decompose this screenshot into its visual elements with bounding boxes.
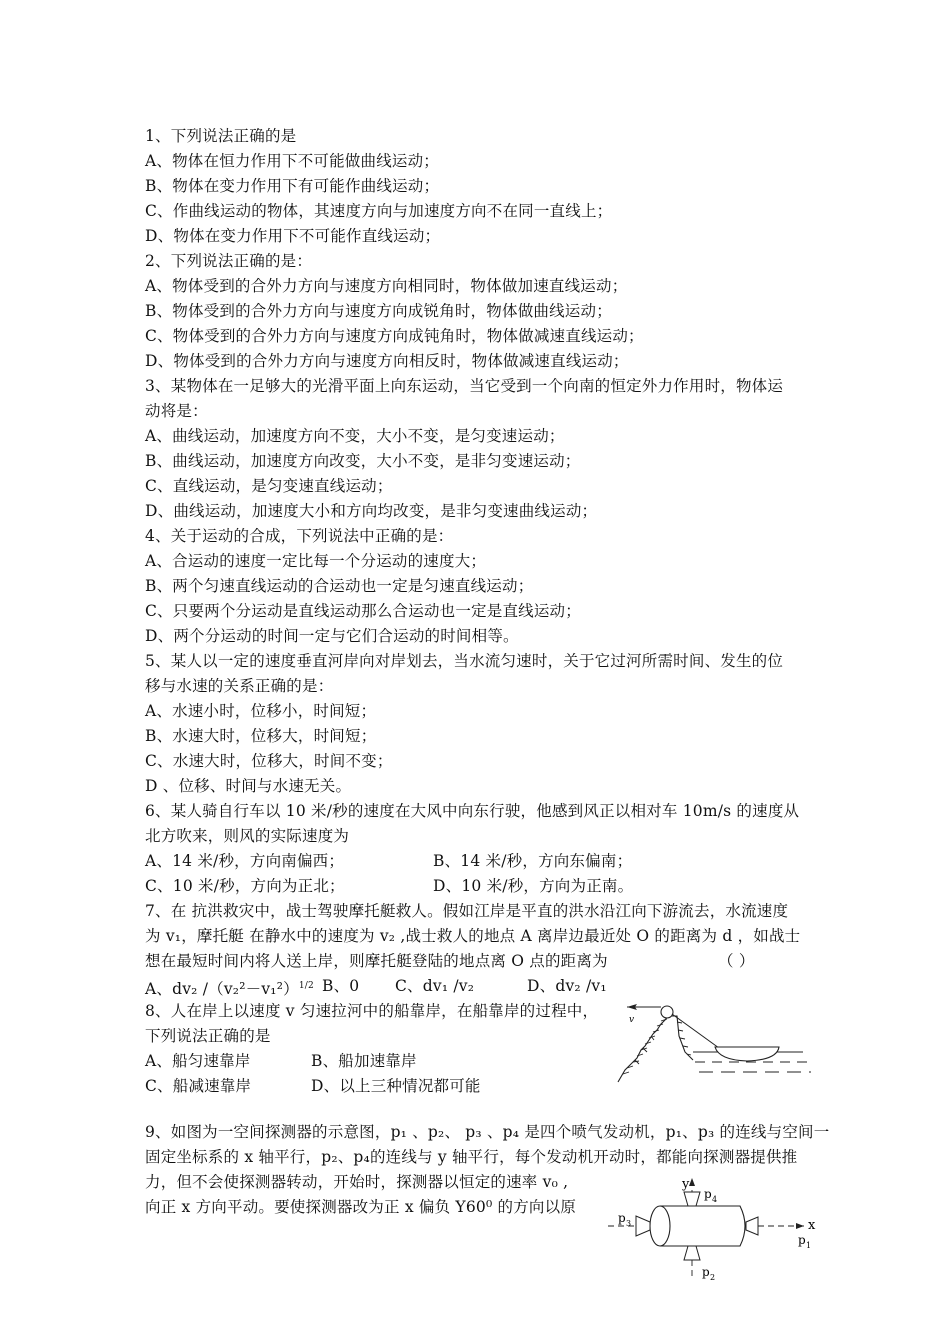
- q1-option-b: B、物体在变力作用下有可能作曲线运动；: [145, 177, 440, 195]
- q8-option-d: D、以上三种情况都可能: [311, 1077, 481, 1095]
- q7-stem-line1: 7、在 抗洪救灾中，战士驾驶摩托艇救人。假如江岸是平直的洪水沿江向下游流去，水流速度: [145, 902, 789, 920]
- q6-stem-line1: 6、某人骑自行车以 10 米/秒的速度在大风中向东行驶，他感到风正以相对车 10m/s 的速度从: [145, 802, 800, 820]
- q3-stem-line2: 动将是：: [145, 402, 208, 420]
- q9-x-label: x: [808, 1218, 816, 1233]
- q6-option-c: C、10 米/秒，方向为正北；: [145, 877, 345, 895]
- q8-stem-line2: 下列说法正确的是: [145, 1027, 271, 1045]
- q9-stem-line1: 9、如图为一空间探测器的示意图，p₁ 、p₂、 p₃ 、p₄ 是四个喷气发动机，p₁、p₃ 的连线与空间一: [145, 1123, 830, 1141]
- q6-option-a: A、14 米/秒，方向南偏西；: [145, 852, 345, 870]
- q8-option-a: A、船匀速靠岸: [145, 1052, 251, 1070]
- q7-option-d: D、dv₂ /v₁: [527, 977, 607, 995]
- q5-option-b: B、水速大时，位移大，时间短；: [145, 727, 377, 745]
- q7-stem-line3: 想在最短时间内将人送上岸，则摩托艇登陆的地点离 O 点的距离为: [145, 952, 608, 970]
- q9-probe-end-cap: [650, 1206, 670, 1246]
- q4-option-c: C、只要两个分运动是直线运动那么合运动也一定是直线运动；: [145, 602, 581, 620]
- q9-p1-subscript: 1: [806, 1241, 812, 1250]
- q7-option-c: C、dv₁ /v₂: [395, 977, 475, 995]
- q9-p2-subscript: 2: [710, 1273, 716, 1282]
- q6-option-d: D、10 米/秒，方向为正南。: [433, 877, 634, 895]
- q8-option-b: B、船加速靠岸: [311, 1052, 417, 1070]
- q4-stem: 4、关于运动的合成，下列说法中正确的是：: [145, 527, 454, 545]
- q9-p4-subscript: 4: [712, 1195, 718, 1204]
- q9-x-axis-arrow-icon: [796, 1223, 804, 1229]
- q5-stem-line1: 5、某人以一定的速度垂直河岸向对岸划去，当水流匀速时，关于它过河所需时间、发生的位: [145, 652, 784, 670]
- q9-p2-label: p: [702, 1265, 710, 1279]
- q7-option-b: B、0: [322, 977, 360, 995]
- q9-p3-nozzle: [636, 1216, 650, 1236]
- q2-stem: 2、下列说法正确的是：: [145, 252, 313, 270]
- q1-option-a: A、物体在恒力作用下不可能做曲线运动；: [145, 152, 439, 170]
- q3-option-b: B、曲线运动，加速度方向改变，大小不变，是非匀变速运动；: [145, 452, 581, 470]
- q9-y-axis-arrow-icon: [689, 1178, 695, 1186]
- q9-probe-body: [660, 1206, 745, 1246]
- q9-y-label: y: [682, 1177, 690, 1192]
- q5-option-c: C、水速大时，位移大，时间不变；: [145, 752, 393, 770]
- q9-p1-label: p: [798, 1233, 806, 1247]
- q3-stem-line1: 3、某物体在一足够大的光滑平面上向东运动，当它受到一个向南的恒定外力作用时，物体运: [145, 377, 784, 395]
- q4-option-b: B、两个匀速直线运动的合运动也一定是匀速直线运动；: [145, 577, 534, 595]
- q5-stem-line2: 移与水速的关系正确的是：: [145, 677, 334, 695]
- q6-option-b: B、14 米/秒，方向东偏南；: [433, 852, 633, 870]
- q8-boat: [715, 1047, 779, 1061]
- q3-option-a: A、曲线运动，加速度方向不变，大小不变，是匀变速运动；: [145, 427, 565, 445]
- q7-answer-paren: （ ）: [718, 952, 755, 970]
- q2-option-c: C、物体受到的合外力方向与速度方向成钝角时，物体做减速直线运动；: [145, 327, 644, 345]
- q9-stem-line3: 力，但不会使探测器转动，开始时，探测器以恒定的速率 v₀ ,: [145, 1173, 569, 1191]
- q7-option-a: [145, 976, 314, 999]
- q3-option-d: D、曲线运动，加速度大小和方向均改变，是非匀变速曲线运动；: [145, 502, 598, 520]
- q3-option-c: C、直线运动，是匀变速直线运动；: [145, 477, 393, 495]
- q9-p1-nozzle: [746, 1217, 758, 1235]
- q9-p4-label: p: [704, 1187, 712, 1201]
- q7-stem-line2: 为 v₁，摩托艇 在静水中的速度为 v₂ ,战士救人的地点 A 离岸边最近处 O 的距离为 d ，如战士: [145, 927, 801, 945]
- q1-option-c: C、作曲线运动的物体，其速度方向与加速度方向不在同一直线上；: [145, 202, 613, 220]
- q9-p3-label: p: [618, 1211, 626, 1225]
- q9-p3-subscript: 3: [626, 1219, 632, 1228]
- q9-stem-line4: 向正 x 方向平动。要使探测器改为正 x 偏负 Y60⁰ 的方向以原: [145, 1198, 577, 1216]
- q8-boat-figure: [615, 1000, 815, 1086]
- q4-option-d: D、两个分运动的时间一定与它们合运动的时间相等。: [145, 627, 519, 645]
- q8-velocity-label: v: [629, 1015, 635, 1025]
- q1-option-d: D、物体在变力作用下不可能作直线运动；: [145, 227, 441, 245]
- q8-pulley: [661, 1006, 673, 1018]
- q7-option-a-exponent: 1/2: [298, 981, 314, 991]
- q1-stem: 1、下列说法正确的是: [145, 127, 297, 145]
- q8-option-c: C、船减速靠岸: [145, 1077, 252, 1095]
- q5-option-d: D 、位移、时间与水速无关。: [145, 777, 352, 795]
- q6-stem-line2: 北方吹来，则风的实际速度为: [145, 827, 350, 845]
- q2-option-b: B、物体受到的合外力方向与速度方向成锐角时，物体做曲线运动；: [145, 302, 612, 320]
- q4-option-a: A、合运动的速度一定比每一个分运动的速度大；: [145, 552, 487, 570]
- q2-option-d: D、物体受到的合外力方向与速度方向相反时，物体做减速直线运动；: [145, 352, 629, 370]
- q5-option-a: A、水速小时，位移小，时间短；: [145, 702, 377, 720]
- q9-p2-nozzle: [684, 1246, 700, 1260]
- q9-p4-nozzle: [684, 1192, 700, 1206]
- q2-option-a: A、物体受到的合外力方向与速度方向相同时，物体做加速直线运动；: [145, 277, 628, 295]
- q9-probe-figure: [600, 1172, 830, 1284]
- q9-stem-line2: 固定坐标系的 x 轴平行，p₂、p₄的连线与 y 轴平行，每个发动机开动时，都能向探测器提供推: [145, 1148, 798, 1166]
- q7-option-a-text: A、dv₂ /（v₂²－v₁²）: [145, 980, 299, 998]
- q8-stem-line1: 8、人在岸上以速度 v 匀速拉河中的船靠岸，在船靠岸的过程中，: [145, 1002, 599, 1020]
